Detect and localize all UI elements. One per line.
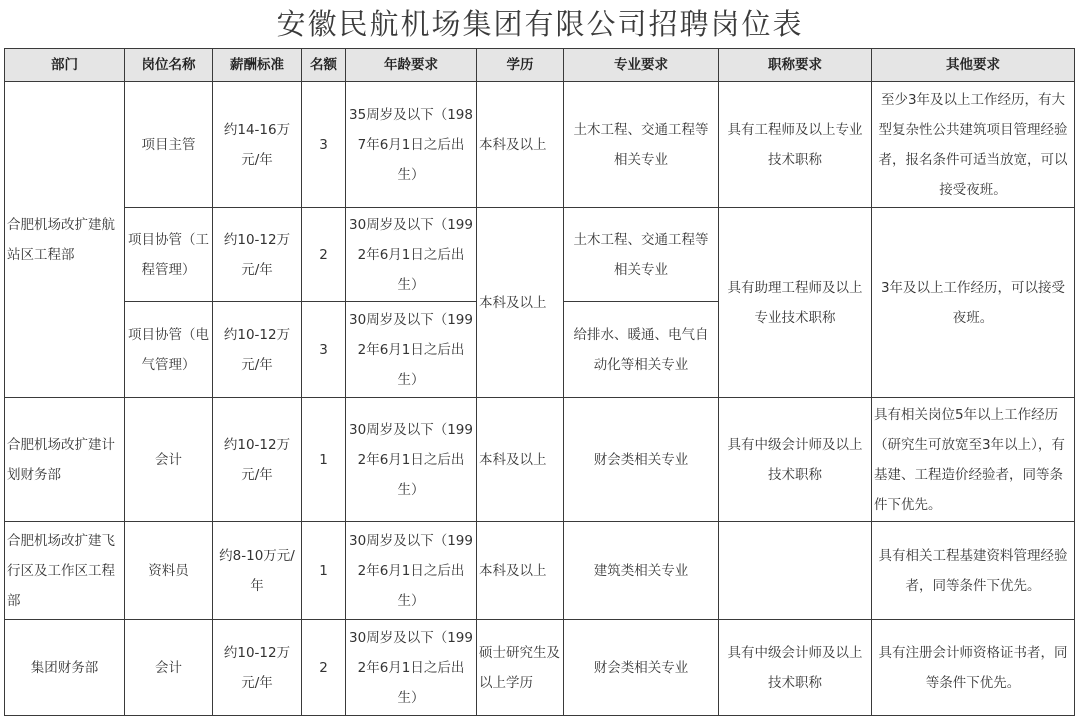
cell-dept: 集团财务部 [5,620,125,716]
cell-salary: 约14-16万元/年 [213,82,302,208]
cell-position: 资料员 [125,522,213,620]
cell-major: 土木工程、交通工程等相关专业 [564,82,719,208]
cell-major: 给排水、暖通、电气自动化等相关专业 [564,302,719,398]
cell-other-requirement: 3年及以上工作经历，可以接受夜班。 [872,208,1075,398]
cell-title-requirement: 具有中级会计师及以上技术职称 [719,398,872,522]
cell-salary: 约10-12万元/年 [213,208,302,302]
page-title: 安徽民航机场集团有限公司招聘岗位表 [276,7,804,41]
cell-salary: 约10-12万元/年 [213,302,302,398]
cell-dept: 合肥机场改扩建航站区工程部 [5,82,125,398]
header-dept: 部门 [5,49,125,82]
cell-age: 35周岁及以下（1987年6月1日之后出生） [346,82,477,208]
cell-other-requirement: 具有注册会计师资格证书者，同等条件下优先。 [872,620,1075,716]
cell-major: 建筑类相关专业 [564,522,719,620]
header-row [5,49,1075,82]
cell-position: 项目主管 [125,82,213,208]
header-education: 学历 [477,49,564,82]
cell-title-requirement: 具有中级会计师及以上技术职称 [719,620,872,716]
cell-education: 本科及以上 [477,398,564,522]
cell-salary: 约10-12万元/年 [213,398,302,522]
cell-education: 本科及以上 [477,522,564,620]
cell-major: 土木工程、交通工程等相关专业 [564,208,719,302]
cell-count: 2 [302,208,346,302]
header-other-requirement: 其他要求 [872,49,1075,82]
cell-dept: 合肥机场改扩建飞行区及工作区工程部 [5,522,125,620]
cell-count: 1 [302,522,346,620]
cell-education: 本科及以上 [477,82,564,208]
table-row [5,620,1075,716]
recruitment-table [4,48,1075,716]
cell-dept: 合肥机场改扩建计划财务部 [5,398,125,522]
cell-position: 会计 [125,398,213,522]
cell-title-requirement: 具有工程师及以上专业技术职称 [719,82,872,208]
cell-count: 3 [302,82,346,208]
cell-count: 3 [302,302,346,398]
table-row [5,208,1075,302]
cell-other-requirement: 具有相关工程基建资料管理经验者，同等条件下优先。 [872,522,1075,620]
cell-title-requirement: 具有助理工程师及以上专业技术职称 [719,208,872,398]
table-row [5,398,1075,522]
header-count: 名额 [302,49,346,82]
cell-other-requirement: 至少3年及以上工作经历，有大型复杂性公共建筑项目管理经验者，报名条件可适当放宽，可以接受夜班。 [872,82,1075,208]
header-age: 年龄要求 [346,49,477,82]
table-row [5,82,1075,208]
cell-age: 30周岁及以下（1992年6月1日之后出生） [346,620,477,716]
cell-position: 会计 [125,620,213,716]
cell-salary: 约8-10万元/年 [213,522,302,620]
cell-major: 财会类相关专业 [564,620,719,716]
cell-age: 30周岁及以下（1992年6月1日之后出生） [346,398,477,522]
cell-title-requirement [719,522,872,620]
cell-salary: 约10-12万元/年 [213,620,302,716]
header-title-requirement: 职称要求 [719,49,872,82]
cell-education: 硕士研究生及以上学历 [477,620,564,716]
cell-position: 项目协管（工程管理） [125,208,213,302]
cell-major: 财会类相关专业 [564,398,719,522]
header-position: 岗位名称 [125,49,213,82]
cell-education: 本科及以上 [477,208,564,398]
header-salary: 薪酬标准 [213,49,302,82]
cell-count: 2 [302,620,346,716]
cell-age: 30周岁及以下（1992年6月1日之后出生） [346,208,477,302]
cell-position: 项目协管（电气管理） [125,302,213,398]
header-major: 专业要求 [564,49,719,82]
cell-other-requirement: 具有相关岗位5年以上工作经历（研究生可放宽至3年以上），有基建、工程造价经验者，同等条件下优先。 [872,398,1075,522]
table-row [5,522,1075,620]
cell-age: 30周岁及以下（1992年6月1日之后出生） [346,522,477,620]
cell-count: 1 [302,398,346,522]
cell-age: 30周岁及以下（1992年6月1日之后出生） [346,302,477,398]
